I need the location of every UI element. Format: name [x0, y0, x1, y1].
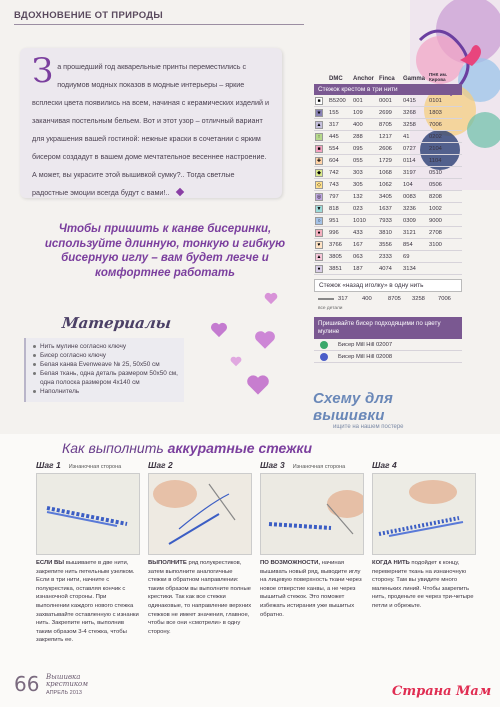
- key-rows: [314, 95, 462, 275]
- step-lead: ЕСЛИ ВЫ: [36, 560, 65, 566]
- key-cell: 3405: [379, 193, 392, 200]
- key-cell: 8705: [379, 121, 392, 128]
- step-body: подойдет к концу, переверните ткань на изнаночную сторону. Там вы увидите много маленьких линий. Чтобы закрепить нить, проденьте ее через три-четыре петли и обрежьте.: [372, 560, 474, 609]
- key-cell: 0510: [429, 169, 442, 176]
- key-cell: 743: [329, 181, 339, 188]
- materials-item: Наполнитель: [32, 387, 180, 396]
- step-label: [36, 460, 140, 470]
- key-cell: 8705: [388, 295, 401, 302]
- end-mark-icon: [176, 188, 184, 196]
- key-cell: 095: [353, 145, 363, 152]
- key-cell: 303: [353, 169, 363, 176]
- key-cell: 187: [353, 265, 363, 272]
- key-cell: 167: [353, 241, 363, 248]
- key-row: [314, 155, 462, 167]
- backstitch-row: [314, 292, 462, 305]
- howto-title: [62, 440, 312, 456]
- key-cell: 0506: [429, 181, 442, 188]
- key-cell: 2699: [379, 109, 392, 116]
- key-cell: 9000: [429, 217, 442, 224]
- key-swatch: ◇: [315, 181, 323, 189]
- key-row: [314, 143, 462, 155]
- key-cell: 2708: [429, 229, 442, 236]
- intro-dropcap: З: [32, 51, 54, 91]
- key-row: [314, 191, 462, 203]
- materials-item: Бисер согласно ключу: [32, 351, 180, 360]
- key-header-pnk: ПНК им. Кирова: [429, 72, 448, 82]
- bead-swatch-green: [320, 341, 328, 349]
- step-text: [260, 559, 364, 619]
- key-cell: 0727: [403, 145, 416, 152]
- key-cell: 3268: [403, 109, 416, 116]
- key-swatch: ★: [316, 109, 322, 116]
- key-cell: 0415: [403, 97, 416, 104]
- key-cell: 2104: [429, 145, 442, 152]
- key-row: [314, 167, 462, 179]
- intro-text: а прошедший год акварельные принты переместились с подиумов модных показов в модные интерьеры – яркие всплески цвета появились на всем, начиная с керамических изделий и заканчивая постельным бельем. Вот и этот узор – отличный вариант для украшения вашей гостиной: нежные краски в сочетании с ярким бисером создадут в вашем доме мечтательное весеннее настроение. А может, вы украсите этой вышивкой сумку?.. Тогда светлые радостные эмоции всегда будут с вами!..: [32, 62, 269, 197]
- step-text: [148, 559, 252, 636]
- key-swatch: ▲: [316, 121, 322, 128]
- beads-title: Пришивайте бисер подходящими по цвету мулине: [314, 317, 462, 339]
- key-cell: 1104: [429, 157, 442, 164]
- key-cell: 0101: [429, 97, 442, 104]
- step-side: Изнаночная сторона: [292, 464, 346, 470]
- key-cell: 604: [329, 157, 339, 164]
- key-cell: 7933: [379, 217, 392, 224]
- scheme-subtitle: ищите на нашем постере: [333, 424, 404, 430]
- step-1: [36, 460, 140, 645]
- bead-label: Бисер Mill Hill 02008: [338, 353, 393, 360]
- howto-title-a: Как выполнить: [62, 440, 168, 456]
- key-cell: 1729: [379, 157, 392, 164]
- heart-icon: [230, 356, 242, 367]
- hearts-decoration: [210, 292, 310, 402]
- materials-section: [24, 314, 184, 402]
- key-cell: 109: [353, 109, 363, 116]
- key-cell: 3258: [412, 295, 425, 302]
- key-cell: 433: [353, 229, 363, 236]
- key-cell: 69: [403, 253, 410, 260]
- key-cell: 3766: [329, 241, 342, 248]
- step-lead: ПО ВОЗМОЖНОСТИ,: [260, 560, 320, 566]
- key-cell: 1068: [379, 169, 392, 176]
- key-cell: 023: [353, 205, 363, 212]
- key-cell: 317: [329, 121, 339, 128]
- key-cell: 3100: [429, 241, 442, 248]
- step-label: [260, 460, 364, 470]
- step-side: Изнаночная сторона: [68, 464, 122, 470]
- issue-date: АПРЕЛЬ 2013: [46, 690, 82, 696]
- key-cell: 0001: [379, 97, 392, 104]
- key-swatch: ●: [315, 229, 323, 237]
- page-number: 66: [14, 672, 40, 696]
- materials-title: Материалы: [61, 314, 173, 332]
- key-swatch: ✚: [316, 157, 322, 164]
- key-cell: 854: [403, 241, 413, 248]
- heart-icon: [210, 322, 228, 338]
- key-cell: 063: [353, 253, 363, 260]
- key-cell: 3236: [403, 205, 416, 212]
- heart-icon: [254, 330, 276, 350]
- key-header-finca: Finca: [379, 76, 395, 82]
- key-cell: 400: [353, 121, 363, 128]
- key-cell: 3810: [379, 229, 392, 236]
- key-cell: 7006: [438, 295, 451, 302]
- key-swatch: ↑: [315, 133, 323, 141]
- key-cell: 4074: [379, 265, 392, 272]
- key-cell: 3805: [329, 253, 342, 260]
- key-swatch: ◆: [315, 169, 323, 177]
- key-cell: 3121: [403, 229, 416, 236]
- key-cell: 797: [329, 193, 339, 200]
- key-header-anchor: Anchor: [353, 76, 374, 82]
- key-cell: 055: [353, 157, 363, 164]
- key-cell: 400: [362, 295, 372, 302]
- step-body: вышиваете в две нити, закрепите нить петельным узелком. Если в три нити, начните с полукрестика, оставляя кончик с изнаночной стороны. При выполнении каждого нового стежка захватывайте оставленную с изнанки нить. Закрепите нить, выполнив таким образом 3-4 стежка, чтобы закрепить ее.: [36, 560, 139, 644]
- page-footer: [14, 672, 89, 696]
- key-cell: 0083: [403, 193, 416, 200]
- key-swatch: ●: [315, 265, 323, 273]
- key-cell: 0114: [403, 157, 416, 164]
- key-swatch: ■: [315, 145, 323, 153]
- key-cell: 7006: [429, 121, 442, 128]
- bead-label: Бисер Mill Hill 02007: [338, 341, 393, 348]
- key-row: [314, 179, 462, 191]
- key-row: [314, 119, 462, 131]
- step-body: начиная вышивать новый ряд, выводите иглу на лицевую поверхность ткани через новое отверстие канвы, а не через вышитый стежок. Это поможет избежать истирания уже вышитых обратно.: [260, 560, 362, 618]
- step-3: [260, 460, 364, 619]
- key-cell: 0309: [403, 217, 416, 224]
- key-row: [314, 203, 462, 215]
- bead-row: [314, 351, 462, 363]
- key-cell: 0202: [429, 133, 442, 140]
- color-key: [314, 68, 462, 363]
- all-parts-note: все детали: [318, 306, 343, 311]
- key-cell: 3258: [403, 121, 416, 128]
- step-4: [372, 460, 476, 611]
- key-swatch: ▼: [316, 205, 322, 212]
- key-cell: 2606: [379, 145, 392, 152]
- key-swatch: ♥: [315, 241, 323, 249]
- backstitch-title: Стежок «назад иголку» в одну нить: [314, 279, 462, 292]
- key-cell: 2333: [379, 253, 392, 260]
- key-row: [314, 227, 462, 239]
- key-header: [314, 68, 462, 82]
- materials-list: [24, 338, 184, 402]
- materials-item: Белая ткань, одна деталь размером 50x50 см, одна полоска размером 4x140 см: [32, 369, 180, 387]
- step-number: Шаг 1: [36, 460, 61, 470]
- key-cell: 1217: [379, 133, 392, 140]
- site-watermark: Страна Мам: [392, 684, 492, 699]
- key-cell: 996: [329, 229, 339, 236]
- key-cell: 3134: [403, 265, 416, 272]
- key-cell: 1062: [379, 181, 392, 188]
- key-cell: 1803: [429, 109, 442, 116]
- materials-item: Нить мулине согласно ключу: [32, 342, 180, 351]
- materials-item: Белая канва Evenweave № 25, 50x50 см: [32, 360, 180, 369]
- key-cell: 8208: [429, 193, 442, 200]
- heart-icon: [264, 292, 278, 305]
- cross-stitch-title: Стежок крестом в три нити: [314, 84, 462, 95]
- key-cell: 3197: [403, 169, 416, 176]
- key-cell: 951: [329, 217, 339, 224]
- bead-row: [314, 339, 462, 351]
- key-row: [314, 95, 462, 107]
- step-number: Шаг 4: [372, 460, 397, 470]
- step-number: Шаг 2: [148, 460, 173, 470]
- step-lead: ВЫПОЛНИТЕ: [148, 560, 187, 566]
- key-cell: 104: [403, 181, 413, 188]
- key-cell: 445: [329, 133, 339, 140]
- key-header-gamma: Gamma: [403, 76, 426, 82]
- key-cell: 742: [329, 169, 339, 176]
- magazine-name: [46, 674, 116, 688]
- key-row: [314, 251, 462, 263]
- intro-box: [20, 48, 282, 198]
- scheme-callout: [313, 390, 463, 430]
- key-cell: 001: [353, 97, 363, 104]
- key-cell: 3556: [379, 241, 392, 248]
- magazine-line: крестиком: [46, 680, 89, 688]
- backstitch-swatch: [318, 298, 334, 300]
- key-cell: 1010: [353, 217, 366, 224]
- heart-icon: [246, 374, 270, 396]
- key-cell: 3851: [329, 265, 342, 272]
- key-row: [314, 263, 462, 275]
- step-photo: [148, 473, 252, 555]
- key-swatch: ▲: [316, 253, 322, 260]
- howto-title-b: аккуратные стежки: [167, 440, 313, 456]
- step-photo: [36, 473, 140, 555]
- beading-tip: Чтобы пришить к канве бисеринки, используйте длинную, тонкую и гибкую бисерную иглу – вам будет легче и комфортнее работать: [44, 223, 286, 279]
- key-cell: 1637: [379, 205, 392, 212]
- step-label: [148, 460, 252, 470]
- step-text: [36, 559, 140, 645]
- step-lead: КОГДА НИТЬ: [372, 560, 410, 566]
- section-title: ВДОХНОВЕНИЕ ОТ ПРИРОДЫ: [14, 10, 163, 21]
- key-row: [314, 107, 462, 119]
- key-cell: 41: [403, 133, 410, 140]
- key-cell: 818: [329, 205, 339, 212]
- key-cell: 317: [338, 295, 348, 302]
- key-cell: 132: [353, 193, 363, 200]
- howto-section: [0, 434, 500, 707]
- step-2: [148, 460, 252, 636]
- key-swatch: ○: [315, 217, 323, 225]
- key-row: [314, 131, 462, 143]
- key-cell: 155: [329, 109, 339, 116]
- step-label: [372, 460, 476, 470]
- key-cell: 288: [353, 133, 363, 140]
- key-row: [314, 239, 462, 251]
- header-divider: [14, 24, 304, 25]
- key-cell: 554: [329, 145, 339, 152]
- key-swatch: ◎: [316, 193, 322, 200]
- key-row: [314, 215, 462, 227]
- step-number: Шаг 3: [260, 460, 285, 470]
- bead-swatch-blue: [320, 353, 328, 361]
- step-body: ряд полукрестиков, затем выполните аналогичные стежки в обратном направлении: таким образом вы выполните полные крестики. Так как все стежки одинаковые, то направление верхних стежков не имеет значения, главное, чтобы все они «смотрели» в одну сторону.: [148, 560, 252, 635]
- step-photo: [372, 473, 476, 555]
- key-header-dmc: DMC: [329, 76, 343, 82]
- step-photo: [260, 473, 364, 555]
- step-text: [372, 559, 476, 611]
- key-swatch: ■: [315, 97, 323, 105]
- scheme-title: Схему для вышивки: [313, 390, 393, 424]
- key-cell: 305: [353, 181, 363, 188]
- key-cell: 1002: [429, 205, 442, 212]
- magazine-line: Вышивка: [46, 673, 81, 681]
- key-cell: B5200: [329, 97, 346, 104]
